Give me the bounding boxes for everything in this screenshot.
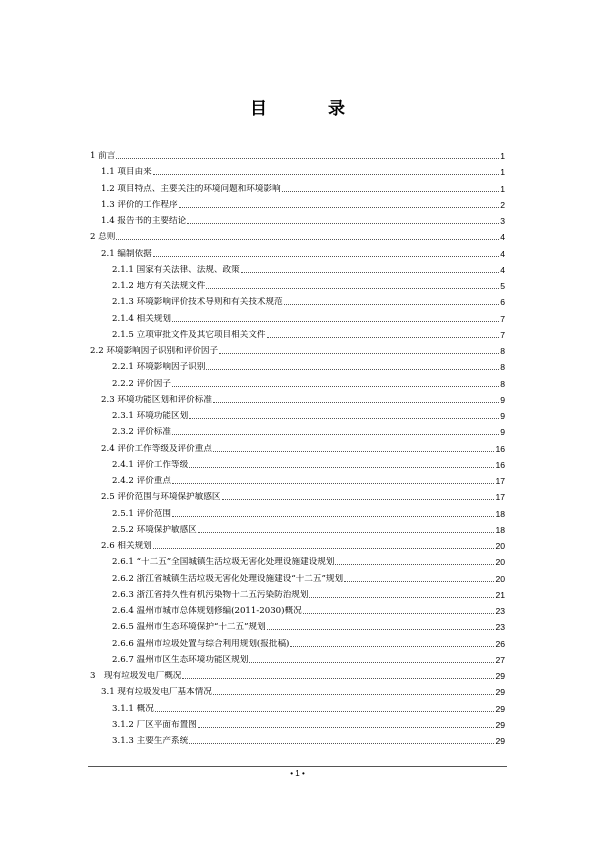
toc-dot-leader [241, 272, 499, 273]
toc-entry-title: 2.2.1 环境影响因子识别 [112, 362, 206, 373]
toc-entry-title: 2.6.3 浙江省持久性有机污染物十二五污染防治规划 [112, 589, 309, 600]
toc-entry[interactable] [101, 682, 505, 698]
toc-entry-page-number: 8 [500, 346, 505, 356]
toc-dot-leader [206, 288, 499, 289]
toc-entry[interactable] [101, 162, 505, 178]
toc-entry-page-number: 18 [495, 524, 505, 535]
toc-dot-leader [213, 451, 495, 452]
toc-entry-page-number: 4 [500, 248, 505, 259]
toc-entry-title: 2.4 评价工作等级及评价重点 [101, 443, 212, 454]
toc-dot-leader [222, 499, 495, 500]
toc-dot-leader [335, 564, 494, 565]
toc-entry[interactable] [101, 211, 505, 227]
toc-entry-title: 2.3.2 评价标准 [112, 427, 171, 438]
toc-entry-title: 2.1.4 相关规划 [112, 313, 171, 324]
toc-entry-page-number: 16 [495, 443, 505, 454]
toc-entry-title: 2.6.1 “十二五”全国城镇生活垃圾无害化处理设施建设规划 [112, 557, 335, 568]
toc-entry-page-number: 8 [500, 378, 505, 389]
toc-entry-title: 3 现有垃圾发电厂概况 [90, 671, 182, 681]
toc-entry-title: 2.6 相关规划 [101, 541, 152, 551]
toc-entry[interactable] [90, 227, 505, 243]
toc-dot-leader [198, 532, 495, 533]
toc-entry-page-number: 16 [495, 459, 505, 470]
toc-entry[interactable] [112, 292, 505, 308]
toc-dot-leader [267, 337, 500, 338]
toc-entry-page-number: 9 [500, 394, 505, 405]
toc-entry[interactable] [112, 569, 505, 585]
toc-entry-page-number: 4 [500, 264, 505, 275]
toc-entry[interactable] [101, 439, 505, 455]
toc-entry-page-number: 9 [500, 411, 505, 421]
toc-dot-leader [172, 516, 494, 517]
toc-dot-leader [155, 711, 495, 712]
toc-dot-leader [179, 207, 500, 208]
toc-entry[interactable] [112, 422, 505, 438]
toc-dot-leader [249, 662, 494, 663]
toc-dot-leader [153, 548, 495, 549]
toc-entry-title: 2.1.2 地方有关法规文件 [112, 281, 206, 291]
toc-entry-page-number: 23 [495, 622, 505, 633]
toc-dot-leader [189, 743, 494, 744]
toc-entry[interactable] [90, 146, 505, 162]
toc-dot-leader [189, 418, 499, 419]
toc-dot-leader [172, 386, 499, 387]
toc-entry-title: 2.6.7 温州市区生态环境功能区规划 [112, 654, 249, 665]
toc-entry-title: 2.1.1 国家有关法律、法规、政策 [112, 264, 240, 275]
toc-entry[interactable] [112, 455, 505, 471]
toc-entry[interactable] [112, 552, 505, 568]
toc-dot-leader [267, 629, 495, 630]
toc-entry-page-number: 29 [495, 671, 505, 681]
toc-dot-leader [282, 191, 500, 192]
toc-dot-leader [309, 597, 494, 598]
toc-entry-title: 2.5.1 评价范围 [112, 508, 171, 519]
toc-entry-title: 1.2 项目特点、主要关注的环境问题和环境影响 [101, 183, 281, 194]
toc-entry[interactable] [112, 374, 505, 390]
toc-dot-leader [172, 483, 494, 484]
toc-entry-page-number: 7 [500, 313, 505, 324]
toc-entry[interactable] [112, 634, 505, 650]
toc-entry-title: 2.3 环境功能区划和评价标准 [101, 394, 212, 405]
toc-entry[interactable] [101, 536, 505, 552]
toc-dot-leader [153, 256, 499, 257]
toc-entry[interactable] [112, 406, 505, 422]
toc-entry-page-number: 2 [500, 199, 505, 210]
toc-entry-title: 2.6.6 温州市垃圾处置与综合利用规划(报批稿) [112, 638, 290, 649]
toc-dot-leader [290, 646, 494, 647]
toc-entry[interactable] [112, 699, 505, 715]
toc-entry-title: 3.1.1 概况 [112, 703, 154, 714]
toc-entry-page-number: 18 [495, 508, 505, 519]
toc-entry-title: 1 前言 [90, 151, 116, 161]
toc-dot-leader [116, 158, 499, 159]
toc-entry[interactable] [90, 666, 505, 682]
page-title: 目 录 [250, 99, 367, 119]
toc-entry-title: 2.5 评价范围与环境保护敏感区 [101, 492, 221, 503]
toc-entry-page-number: 7 [500, 329, 505, 340]
toc-entry-title: 2.2 环境影响因子识别和评价因子 [90, 346, 219, 356]
toc-entry-title: 2.2.2 评价因子 [112, 378, 171, 389]
toc-entry-page-number: 6 [500, 297, 505, 308]
toc-entry-page-number: 29 [495, 687, 505, 698]
toc-entry-title: 2.3.1 环境功能区划 [112, 411, 189, 421]
toc-dot-leader [206, 369, 499, 370]
toc-entry-title: 1.3 评价的工作程序 [101, 199, 178, 210]
toc-entry-page-number: 21 [495, 589, 505, 600]
toc-dot-leader [213, 402, 499, 403]
toc-entry[interactable] [112, 325, 505, 341]
toc-entry[interactable] [112, 715, 505, 731]
toc-entry-page-number: 3 [500, 216, 505, 226]
toc-entry[interactable] [112, 471, 505, 487]
toc-entry-page-number: 20 [495, 541, 505, 551]
toc-entry-title: 2.4.1 评价工作等级 [112, 459, 189, 470]
toc-entry-title: 2.1.5 立项审批文件及其它项目相关文件 [112, 329, 266, 340]
toc-entry-page-number: 1 [500, 183, 505, 194]
toc-entry-title: 3.1 现有垃圾发电厂基本情况 [101, 687, 212, 698]
toc-entry-page-number: 17 [495, 476, 505, 486]
toc-entry[interactable] [101, 179, 505, 195]
toc-dot-leader [187, 223, 499, 224]
toc-entry-title: 2.6.2 浙江省城镇生活垃圾无害化处理设施建设“十二五”规划 [112, 573, 344, 584]
toc-entry[interactable] [101, 244, 505, 260]
toc-dot-leader [172, 321, 499, 322]
toc-entry-page-number: 5 [500, 281, 505, 291]
toc-dot-leader [198, 727, 495, 728]
toc-entry-page-number: 26 [495, 638, 505, 649]
toc-entry-page-number: 20 [495, 557, 505, 568]
toc-entry-title: 3.1.2 厂区平面布置图 [112, 719, 197, 730]
toc-entry[interactable] [101, 487, 505, 503]
toc-entry-title: 2 总则 [90, 232, 116, 243]
toc-entry-title: 2.1 编制依据 [101, 248, 152, 259]
toc-entry-page-number: 20 [495, 573, 505, 584]
toc-entry[interactable] [112, 585, 505, 601]
toc-entry[interactable] [112, 520, 505, 536]
toc-entry[interactable] [112, 731, 505, 747]
toc-entry-page-number: 1 [500, 151, 505, 161]
toc-entry[interactable] [112, 504, 505, 520]
toc-entry-page-number: 23 [495, 606, 505, 616]
page-number: • 1 • [290, 769, 305, 778]
toc-entry-page-number: 29 [495, 703, 505, 714]
toc-entry-title: 2.6.5 温州市生态环境保护“十二五”规划 [112, 622, 266, 633]
toc-entry-title: 2.4.2 评价重点 [112, 476, 171, 486]
toc-entry-page-number: 4 [500, 232, 505, 243]
toc-entry[interactable] [112, 309, 505, 325]
toc-dot-leader [303, 613, 495, 614]
toc-dot-leader [172, 434, 499, 435]
toc-entry[interactable] [112, 276, 505, 292]
toc-entry-title: 2.5.2 环境保护敏感区 [112, 524, 197, 535]
toc-dot-leader [344, 581, 494, 582]
toc-dot-leader [189, 467, 494, 468]
toc-dot-leader [153, 174, 499, 175]
toc-entry[interactable] [112, 260, 505, 276]
toc-entry[interactable] [90, 341, 505, 357]
toc-entry-page-number: 29 [495, 719, 505, 730]
toc-entry-page-number: 17 [495, 492, 505, 503]
toc-dot-leader [213, 694, 495, 695]
toc-entry[interactable] [112, 601, 505, 617]
toc-entry-title: 2.6.4 温州市城市总体规划修编(2011-2030)概况 [112, 606, 302, 616]
toc-entry-page-number: 27 [495, 654, 505, 665]
toc-entry-title: 2.1.3 环境影响评价技术导则和有关技术规范 [112, 297, 283, 308]
toc-dot-leader [116, 239, 499, 240]
toc-entry-page-number: 1 [500, 167, 505, 178]
toc-entry-page-number: 9 [500, 427, 505, 438]
toc-dot-leader [284, 304, 500, 305]
toc-entry[interactable] [112, 357, 505, 373]
toc-entry[interactable] [101, 390, 505, 406]
toc-entry[interactable] [101, 195, 505, 211]
toc-entry-title: 1.4 报告书的主要结论 [101, 216, 187, 226]
toc-entry-title: 1.1 项目由来 [101, 167, 152, 178]
toc-dot-leader [219, 353, 499, 354]
footer-divider [88, 766, 507, 767]
toc-entry-title: 3.1.3 主要生产系统 [112, 736, 189, 746]
toc-entry[interactable] [112, 650, 505, 666]
toc-dot-leader [182, 678, 494, 679]
toc-entry-page-number: 8 [500, 362, 505, 373]
toc-entry-page-number: 29 [495, 736, 505, 746]
toc-entry[interactable] [112, 617, 505, 633]
